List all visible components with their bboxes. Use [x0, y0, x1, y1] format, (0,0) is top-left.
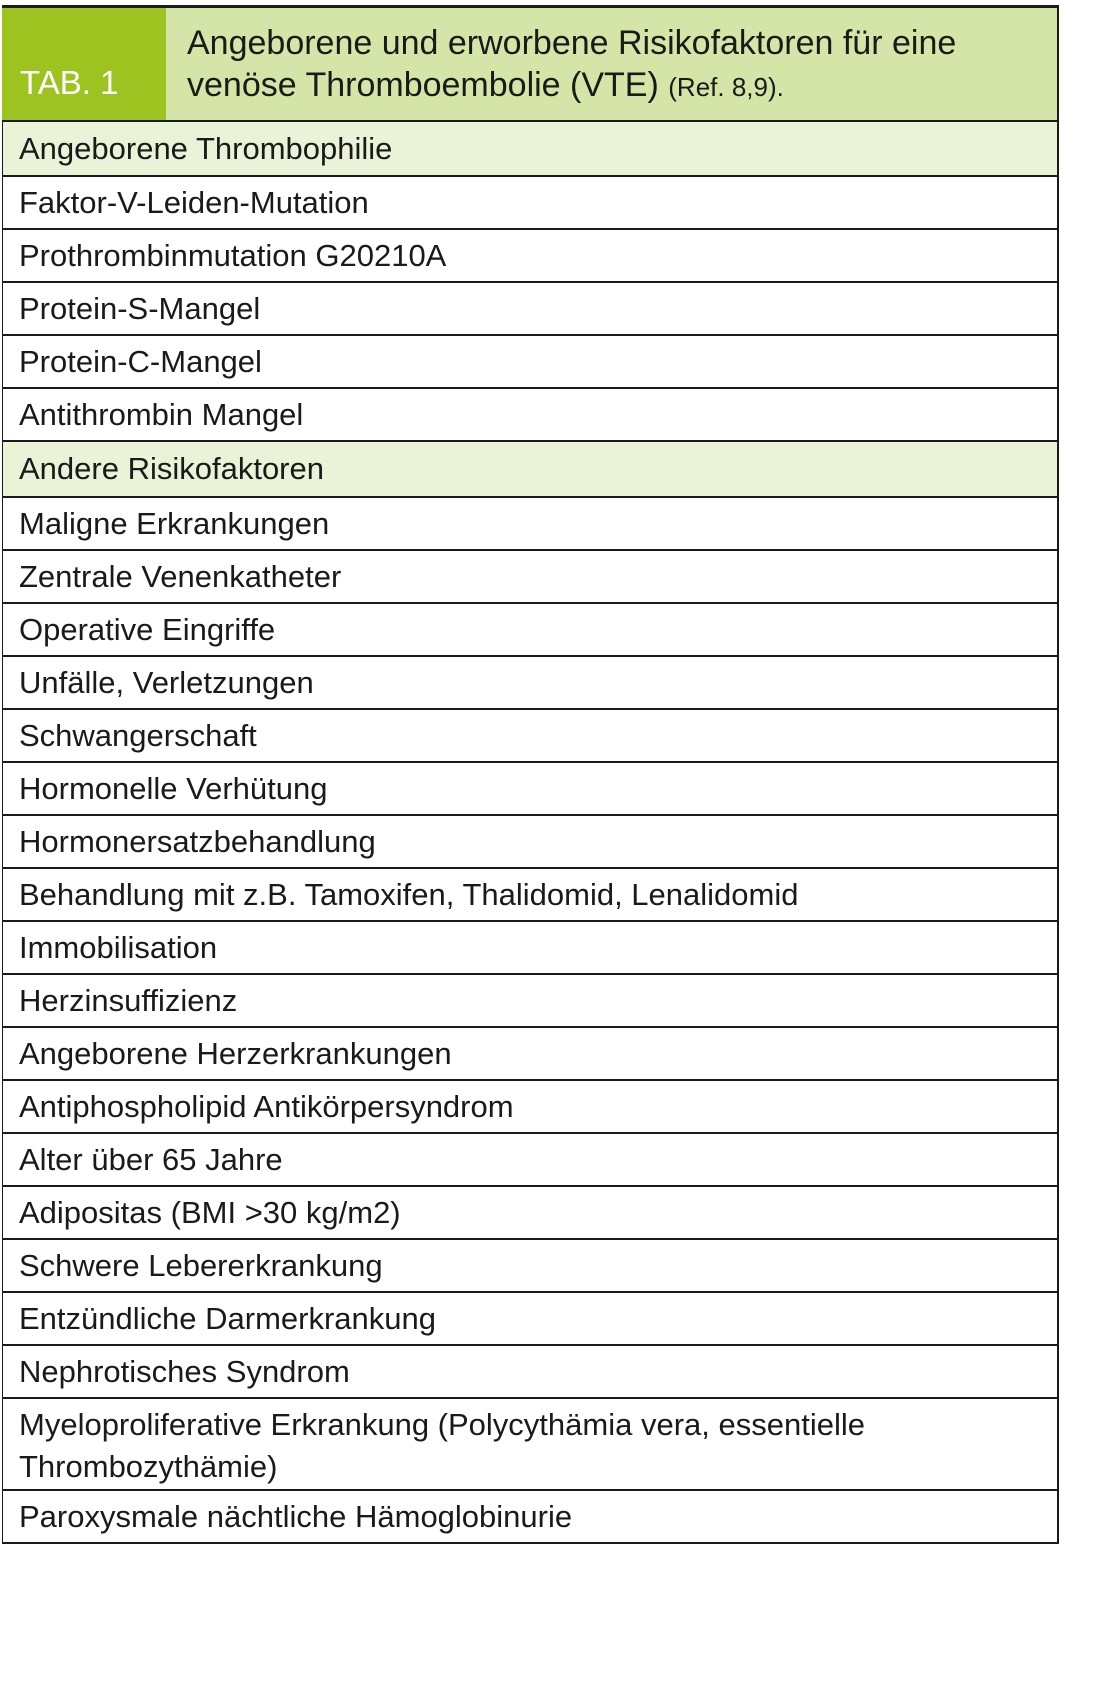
table-row: Prothrombinmutation G20210A: [3, 230, 1057, 283]
table-row: Hormonersatzbehandlung: [3, 816, 1057, 869]
table-row: Protein-S-Mangel: [3, 283, 1057, 336]
table-row: Herzinsuffizienz: [3, 975, 1057, 1028]
table-number-label: TAB. 1: [2, 8, 166, 120]
table-row: Maligne Erkrankungen: [3, 498, 1057, 551]
table-title-main: Angeborene und erworbene Risikofaktoren für eine venöse Thromboembolie (VTE): [187, 24, 957, 104]
table-row: Myeloproliferative Erkrankung (Polycythämia vera, essentielle Thrombozythämie): [3, 1399, 1057, 1491]
table-row: Paroxysmale nächtliche Hämoglobinurie: [3, 1491, 1057, 1544]
table-row: Zentrale Venenkatheter: [3, 551, 1057, 604]
table-row: Behandlung mit z.B. Tamoxifen, Thalidomid, Lenalidomid: [3, 869, 1057, 922]
table-row: Entzündliche Darmerkrankung: [3, 1293, 1057, 1346]
table-row: Antithrombin Mangel: [3, 389, 1057, 442]
table-row: Nephrotisches Syndrom: [3, 1346, 1057, 1399]
table-row: Protein-C-Mangel: [3, 336, 1057, 389]
table-row: Alter über 65 Jahre: [3, 1134, 1057, 1187]
table-row: Unfälle, Verletzungen: [3, 657, 1057, 710]
table-row: Angeborene Herzerkrankungen: [3, 1028, 1057, 1081]
table-section-heading: Andere Risikofaktoren: [3, 442, 1057, 498]
table-row: Faktor-V-Leiden-Mutation: [3, 177, 1057, 230]
table-title: [166, 8, 1057, 120]
table-row: Schwangerschaft: [3, 710, 1057, 763]
table-row: Hormonelle Verhütung: [3, 763, 1057, 816]
table-row: Schwere Lebererkrankung: [3, 1240, 1057, 1293]
table-header: [2, 5, 1059, 122]
table-section-heading: Angeborene Thrombophilie: [3, 122, 1057, 177]
table-title-reference: (Ref. 8,9).: [668, 72, 784, 102]
table-body: [2, 122, 1059, 1544]
table-row: Adipositas (BMI >30 kg/m2): [3, 1187, 1057, 1240]
table-row: Operative Eingriffe: [3, 604, 1057, 657]
risk-factor-table: [2, 5, 1059, 1544]
table-row: Antiphospholipid Antikörpersyndrom: [3, 1081, 1057, 1134]
table-row: Immobilisation: [3, 922, 1057, 975]
